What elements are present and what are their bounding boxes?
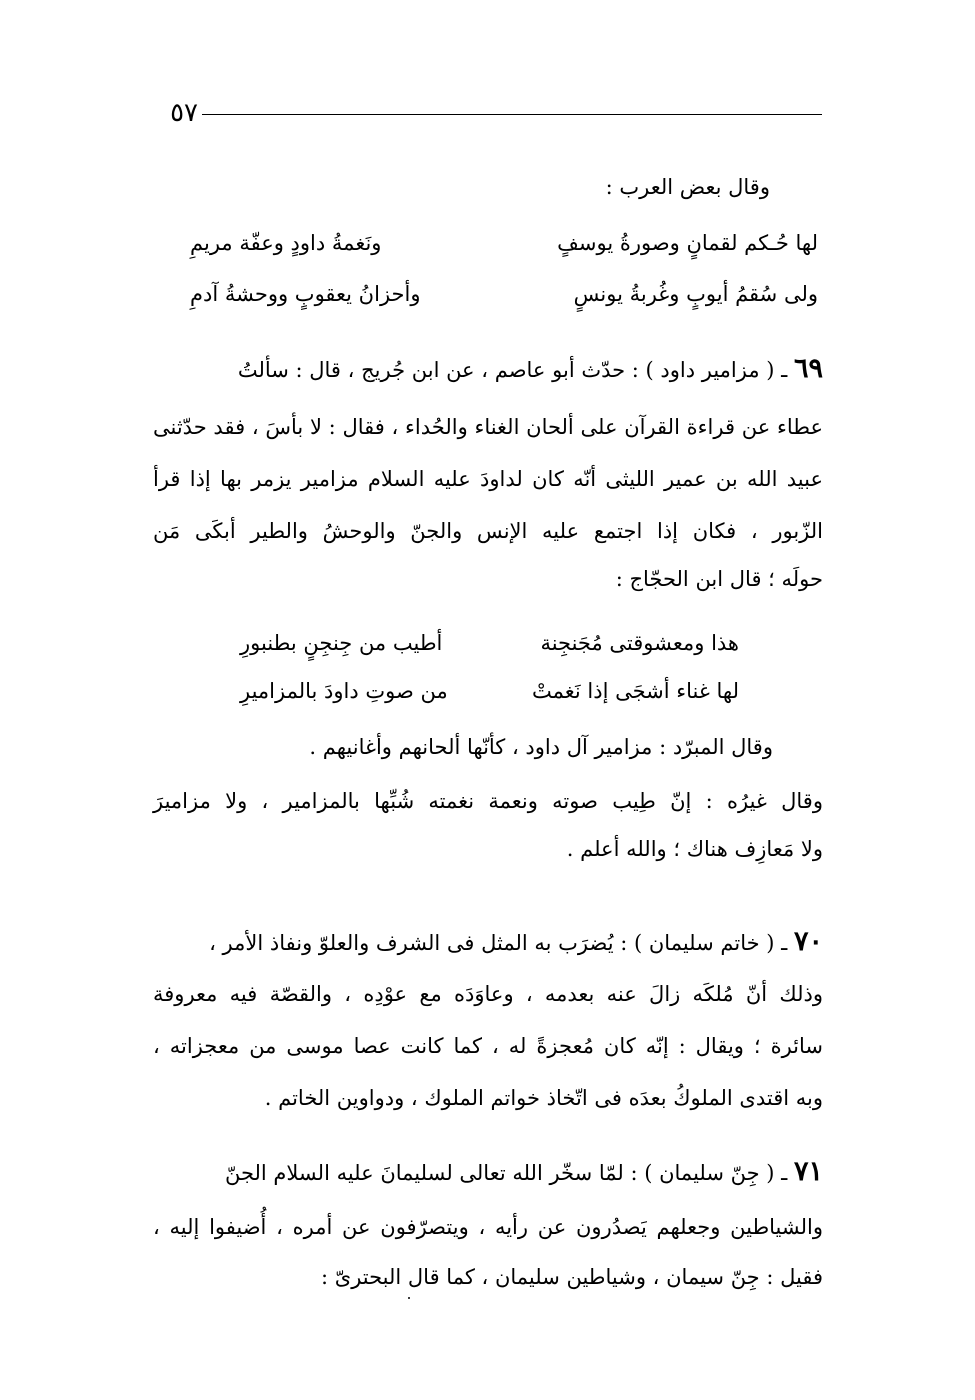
poem1-verse1-hemistich-left: ونَغمةُ داودٍ وعفّة مريمِ [190,231,382,255]
poem1-verse1-hemistich-right: لها حُـكم لقمانٍ وصورةُ يوسفٍ [557,231,818,255]
poem1-verse2-hemistich-right: ولى سُقمُ أيوبٍ وغُربةُ يونسٍ [573,282,818,306]
s69-line-2: عطاء عن قراءة القرآن على ألحان الغناء والحُداء ، فقال : لا بأسَ ، فقد حدّثنى [153,415,823,439]
mubarrad-line: وقال المبرّد : مزامير آل داود ، كأنّها ألحانهم وأغانيهم . [309,735,773,759]
poem1-verse2-hemistich-left: وأحزانُ يعقوبٍ ووحشةُ آدمِ [190,282,421,306]
page-number: ٥٧ [170,98,198,128]
s70-line-1 [153,925,823,960]
s69-line-1-text: ـ ( مزامير داود ) : حدّث أبو عاصم ، عن ابن جُريج ، قال : سألتُ [237,358,788,382]
s71-line-1 [153,1155,823,1190]
section-number: ٧١ [793,1156,823,1187]
s69-line-3: عبيد الله بن عمير الليثى أنّه كان لداودَ عليه السلام مزامير يزمر بها إذا قرأ [153,467,823,491]
s70-line-4: وبه اقتدى الملوكُ بعدَه فى اتّخاذ خواتم الملوك ، ودواوين الخاتم . [264,1086,823,1110]
s71-line-1-text: ـ ( جِنّ سليمان ) : لمّا سخّر الله تعالى لسليمانَ عليه السلام الجنّ [224,1161,788,1185]
s71-line-3: فقيل : جِنّ سيمان ، وشياطين سليمان ، كما قال البحترىّ : [321,1265,823,1289]
poem2-verse2-hemistich-right: لها غناء أشجَى إذا نَغمتْ [531,679,739,703]
section-number: ٧٠ [793,926,823,957]
poem2-verse2-hemistich-left: من صوتِ داودَ بالمزاميرِ [240,679,448,703]
intro-line: وقال بعض العرب : [605,175,770,199]
s71-line-2: والشياطين وجعلهم يَصدُرون عن رأيه ، ويتصرّفون عن أمره ، أُضيفوا إليه ، [153,1215,823,1239]
ink-speck [408,1297,410,1299]
ghayruhu-line-1: وقال غيرُه : إنّ طِيب صوته ونعمة نغمته شُبِّها بالمزامير ، ولا مزاميرَ [153,789,823,813]
header-rule [202,114,822,115]
poem2-verse1-hemistich-right: هذا ومعشوقتى مُجَنجِنة [540,631,739,655]
section-number: ٦٩ [793,353,823,384]
ghayruhu-line-2: ولا مَعازِف هناك ؛ والله أعلم . [566,837,823,861]
s70-line-2: وذلك أنّ مُلكَه زالَ عنه بعدمه ، وعاوَدَه مع عوْدِه ، والقصّة فيه معروفة [153,982,823,1006]
s70-line-1-text: ـ ( خاتم سليمان ) : يُضرَب به المثل فى الشرف والعلوّ ونفاذ الأمر ، [209,931,788,955]
s70-line-3: سائرة ؛ ويقال : إنّه كان مُعجزةً له ، كما كانت عصا موسى من معجزاته ، [153,1034,823,1058]
poem2-verse1-hemistich-left: أطيب من جِنجِنٍ بطنبورِ [240,631,443,655]
s69-line-4: الزّبور ، فكان إذا اجتمع عليه الإنس والجنّ والوحشُ والطير أبكَى مَن [153,519,823,543]
s69-line-5: حولَه ؛ قال ابن الحجّاج : [615,567,823,591]
page-header [150,96,822,136]
s69-line-1 [153,352,823,387]
